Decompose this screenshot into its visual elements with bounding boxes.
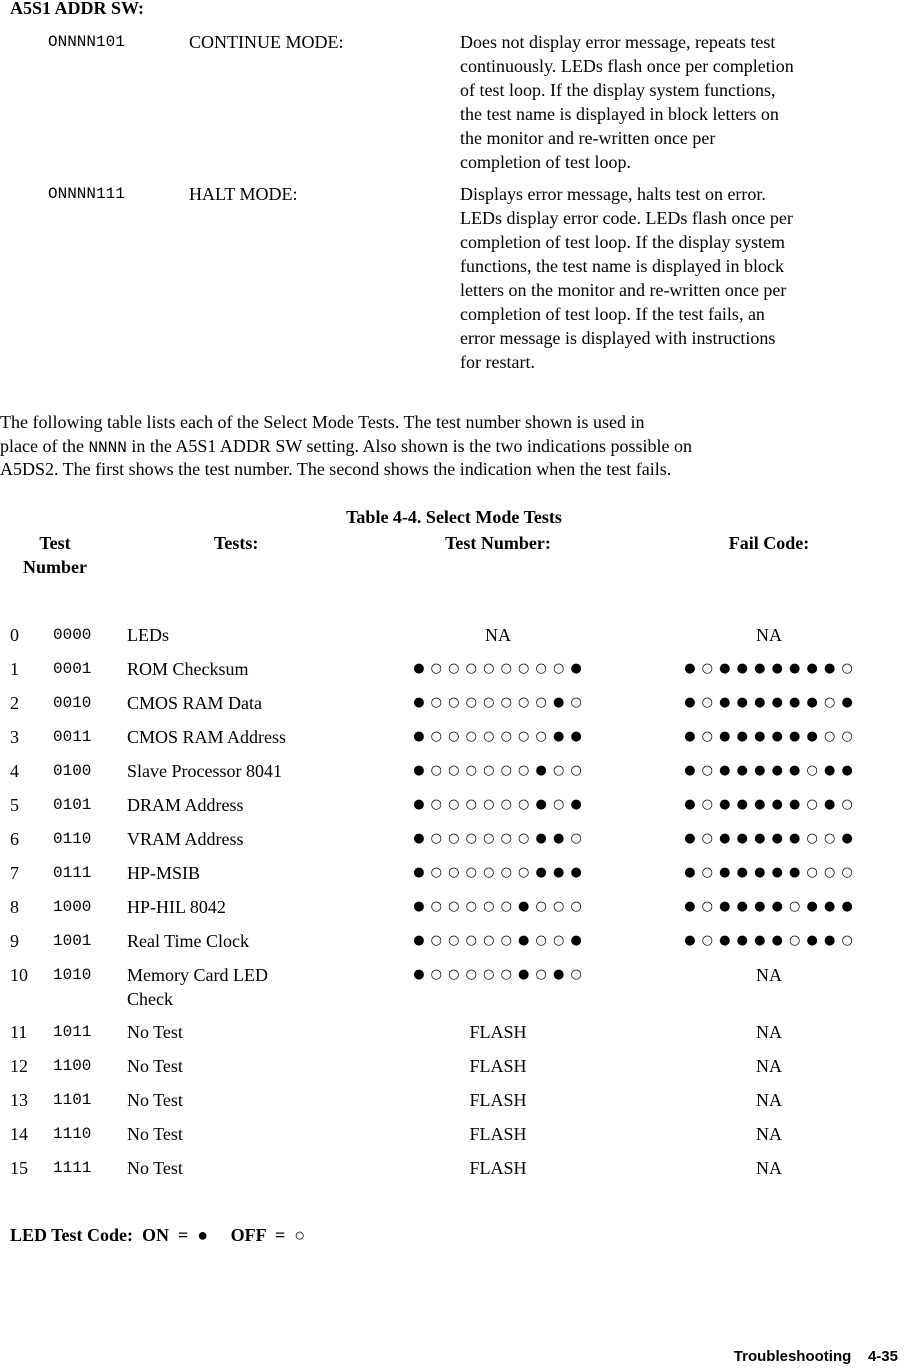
test-binary: 0110 — [53, 830, 92, 848]
led-legend — [10, 1223, 305, 1247]
desc-line: completion of test loop. If the display system — [460, 232, 785, 252]
fail-code: ● ○ ● ● ● ● ● ● ○ ○ — [684, 729, 854, 744]
test-binary: 0100 — [53, 762, 92, 780]
test-number-code: FLASH — [469, 1056, 527, 1076]
test-binary: 1010 — [53, 966, 92, 984]
test-binary: 1110 — [53, 1125, 92, 1143]
test-name: No Test — [127, 1124, 183, 1144]
test-name: VRAM Address — [127, 829, 244, 849]
test-index: 5 — [10, 795, 19, 815]
desc-line: continuously. LEDs flash once per completion — [460, 56, 794, 76]
intro-line: The following table lists each of the Select Mode Tests. The test number shown is used in — [0, 412, 645, 432]
desc-line: Does not display error message, repeats test — [460, 32, 776, 52]
header-tests: Tests: — [214, 533, 259, 553]
desc-line: functions, the test name is displayed in block — [460, 256, 784, 276]
intro-text: place of the — [0, 436, 89, 456]
test-number-code: ● ○ ○ ○ ○ ○ ● ○ ● ○ — [413, 967, 583, 982]
test-index: 1 — [10, 659, 19, 679]
desc-line: Displays error message, halts test on error. — [460, 184, 766, 204]
test-binary: 1001 — [53, 932, 92, 950]
fail-code: NA — [756, 1158, 782, 1178]
desc-line: the test name is displayed in block letters on — [460, 104, 779, 124]
test-number-code: FLASH — [469, 1090, 527, 1110]
test-name: No Test — [127, 1090, 183, 1110]
intro-text: in the A5S1 ADDR SW setting. Also shown is the two indications possible on — [126, 436, 693, 456]
fail-code: ● ○ ● ● ● ● ● ○ ● ● — [684, 763, 854, 778]
legend-off: OFF = ○ — [230, 1225, 306, 1245]
fail-code: NA — [756, 625, 782, 645]
fail-code: ● ○ ● ● ● ● ● ○ ○ ○ — [684, 865, 854, 880]
test-index: 7 — [10, 863, 19, 883]
header-line: Test — [39, 533, 71, 553]
mode-code: ONNNN101 — [48, 33, 125, 51]
test-index: 10 — [10, 965, 28, 985]
test-name: CMOS RAM Address — [127, 727, 287, 747]
test-index: 9 — [10, 931, 19, 951]
test-name: ROM Checksum — [127, 659, 249, 679]
test-index: 3 — [10, 727, 19, 747]
test-name: HP-HIL 8042 — [127, 897, 226, 917]
table-title: Table 4-4. Select Mode Tests — [346, 507, 562, 527]
test-index: 0 — [10, 625, 19, 645]
test-index: 14 — [10, 1124, 28, 1144]
test-index: 8 — [10, 897, 19, 917]
test-binary: 1011 — [53, 1023, 92, 1041]
legend-on: ON = ● — [142, 1225, 209, 1245]
test-binary: 1111 — [53, 1159, 92, 1177]
test-name: Real Time Clock — [127, 931, 250, 951]
test-index: 11 — [10, 1022, 28, 1042]
test-number-code: ● ○ ○ ○ ○ ○ ○ ● ○ ○ — [413, 763, 583, 778]
intro-line: A5DS2. The first shows the test number. The second shows the indication when the test fails. — [0, 459, 672, 479]
test-name-line2: Check — [127, 989, 173, 1009]
header-test-number — [0, 531, 110, 579]
legend-label: LED Test Code: — [10, 1225, 134, 1245]
test-name: Memory Card LED — [127, 965, 268, 985]
desc-line: the monitor and re-written once per — [460, 128, 716, 148]
mode-name: CONTINUE MODE: — [189, 32, 344, 52]
fail-code: NA — [756, 1090, 782, 1110]
desc-line: of test loop. If the display system functions, — [460, 80, 776, 100]
test-index: 6 — [10, 829, 19, 849]
header-test-num: Test Number: — [445, 533, 551, 553]
test-number-code: ● ○ ○ ○ ○ ○ ○ ○ ● ● — [413, 729, 583, 744]
test-binary: 1101 — [53, 1091, 92, 1109]
fail-code: ● ○ ● ● ● ● ● ○ ○ ● — [684, 831, 854, 846]
desc-line: error message is displayed with instructions — [460, 328, 776, 348]
test-binary: 0111 — [53, 864, 92, 882]
header-fail-code: Fail Code: — [728, 533, 810, 553]
test-binary: 0000 — [53, 626, 92, 644]
test-name: Slave Processor 8041 — [127, 761, 282, 781]
test-name: DRAM Address — [127, 795, 244, 815]
test-name: HP-MSIB — [127, 863, 201, 883]
test-number-code: ● ○ ○ ○ ○ ○ ○ ● ○ ● — [413, 797, 583, 812]
test-index: 4 — [10, 761, 19, 781]
header-line: Number — [23, 557, 87, 577]
desc-line: for restart. — [460, 352, 535, 372]
test-name: LEDs — [127, 625, 169, 645]
mode-description — [460, 182, 793, 374]
test-index: 2 — [10, 693, 19, 713]
test-name: CMOS RAM Data — [127, 693, 263, 713]
test-number-code: ● ○ ○ ○ ○ ○ ○ ● ● ○ — [413, 831, 583, 846]
test-number-code: FLASH — [469, 1124, 527, 1144]
desc-line: LEDs display error code. LEDs flash once per — [460, 208, 793, 228]
fail-code: ● ○ ● ● ● ● ○ ● ● ● — [684, 899, 854, 914]
mode-description — [460, 30, 794, 174]
desc-line: completion of test loop. If the test fails, an — [460, 304, 765, 324]
mode-code: ONNNN111 — [48, 185, 125, 203]
test-binary: 1100 — [53, 1057, 92, 1075]
test-number-code: ● ○ ○ ○ ○ ○ ● ○ ○ ○ — [413, 899, 583, 914]
section-heading: A5S1 ADDR SW: — [10, 0, 145, 18]
test-index: 15 — [10, 1158, 28, 1178]
test-number-code: ● ○ ○ ○ ○ ○ ● ○ ○ ● — [413, 933, 583, 948]
fail-code: ● ○ ● ● ● ● ○ ● ● ○ — [684, 933, 854, 948]
intro-code: NNNN — [88, 439, 127, 457]
test-binary: 1000 — [53, 898, 92, 916]
fail-code: ● ○ ● ● ● ● ● ● ○ ● — [684, 695, 854, 710]
test-number-code: FLASH — [469, 1158, 527, 1178]
test-number-code: ● ○ ○ ○ ○ ○ ○ ○ ○ ● — [413, 661, 583, 676]
test-number-code: NA — [485, 625, 511, 645]
test-binary: 0011 — [53, 728, 92, 746]
page-footer — [734, 1345, 898, 1369]
desc-line: completion of test loop. — [460, 152, 631, 172]
test-name: No Test — [127, 1158, 183, 1178]
test-index: 13 — [10, 1090, 28, 1110]
fail-code: NA — [756, 1124, 782, 1144]
test-number-code: ● ○ ○ ○ ○ ○ ○ ● ● ● — [413, 865, 583, 880]
test-binary: 0010 — [53, 694, 92, 712]
mode-name: HALT MODE: — [189, 184, 298, 204]
fail-code: NA — [756, 1056, 782, 1076]
desc-line: letters on the monitor and re-written once per — [460, 280, 787, 300]
footer-page: 4-35 — [867, 1348, 898, 1365]
footer-section: Troubleshooting — [733, 1348, 852, 1365]
test-number-code: FLASH — [469, 1022, 527, 1042]
test-index: 12 — [10, 1056, 28, 1076]
test-name: No Test — [127, 1056, 183, 1076]
test-number-code: ● ○ ○ ○ ○ ○ ○ ○ ● ○ — [413, 695, 583, 710]
fail-code: ● ○ ● ● ● ● ● ○ ● ○ — [684, 797, 854, 812]
test-name: No Test — [127, 1022, 183, 1042]
fail-code: NA — [756, 965, 782, 985]
fail-code: ● ○ ● ● ● ● ● ● ● ○ — [684, 661, 854, 676]
test-binary: 0001 — [53, 660, 92, 678]
test-binary: 0101 — [53, 796, 92, 814]
fail-code: NA — [756, 1022, 782, 1042]
